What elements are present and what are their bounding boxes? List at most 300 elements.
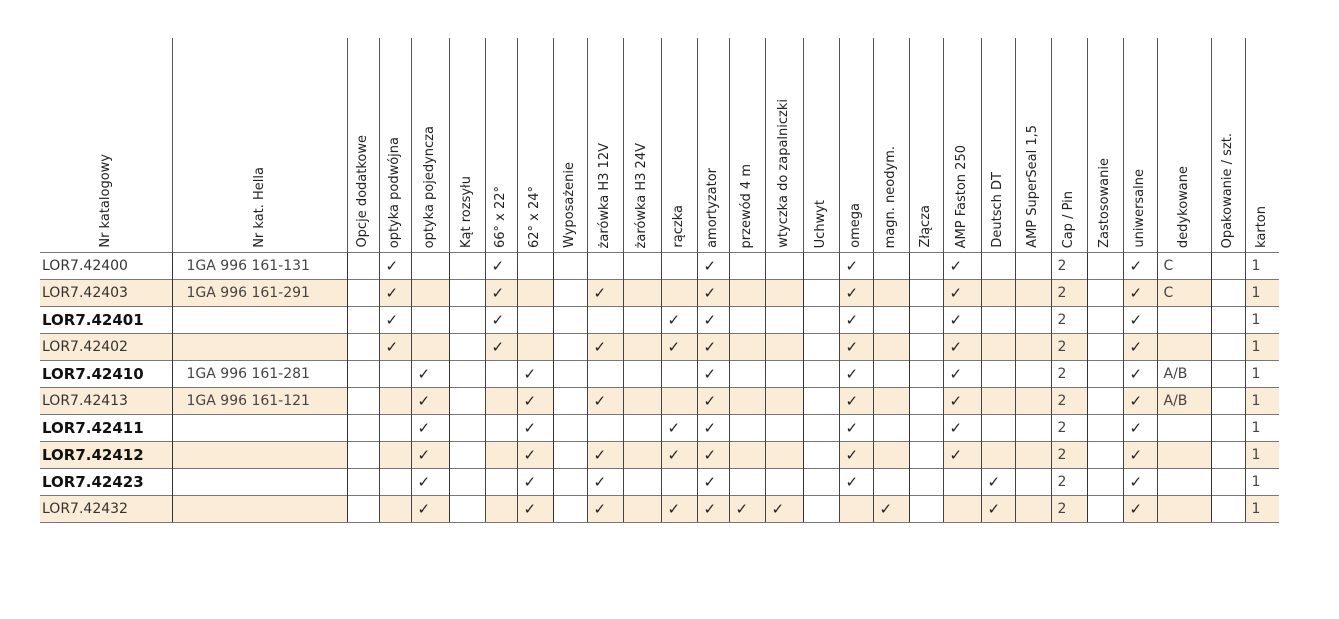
check-mark-icon: ✓: [523, 500, 537, 518]
check-mark-icon: ✓: [523, 419, 537, 437]
check-mark-icon: ✓: [1129, 392, 1143, 410]
check-mark-icon: ✓: [703, 446, 717, 464]
check-mark-icon: ✓: [417, 365, 431, 383]
value-cell: [1157, 496, 1211, 523]
value-cell: [1015, 334, 1051, 361]
section-spacer-cell: [909, 253, 943, 280]
value-cell: [1051, 469, 1087, 496]
value-cell: [729, 334, 765, 361]
value-cell: [411, 442, 449, 469]
table-row: [40, 334, 1279, 361]
value-cell: [1157, 334, 1211, 361]
value-cell: [1015, 307, 1051, 334]
value-cell: [1245, 388, 1279, 415]
value-cell: [587, 415, 623, 442]
check-mark-icon: ✓: [1129, 500, 1143, 518]
cell-text: 1: [1251, 312, 1261, 328]
column-header-label: Opcje dodatkowe: [355, 135, 370, 248]
value-cell: [981, 280, 1015, 307]
value-cell: [485, 307, 517, 334]
value-cell: [1157, 361, 1211, 388]
section-spacer-cell: [449, 253, 485, 280]
value-cell: [661, 307, 697, 334]
check-mark-icon: ✓: [987, 473, 1001, 491]
section-spacer-cell: [449, 415, 485, 442]
value-cell: [981, 307, 1015, 334]
check-mark-icon: ✓: [667, 419, 681, 437]
section-spacer-cell: [1087, 280, 1123, 307]
check-mark-icon: ✓: [417, 392, 431, 410]
section-spacer-cell: [909, 415, 943, 442]
value-cell: [1051, 307, 1087, 334]
column-header-label: omega: [848, 203, 863, 248]
value-cell: [765, 415, 803, 442]
check-mark-icon: ✓: [417, 500, 431, 518]
hella-number-cell: [172, 496, 347, 523]
section-spacer-cell: [449, 469, 485, 496]
value-cell: [981, 334, 1015, 361]
check-mark-icon: ✓: [703, 500, 717, 518]
column-header-label: Opakowanie / szt.: [1220, 132, 1235, 248]
check-mark-icon: ✓: [667, 311, 681, 329]
check-mark-icon: ✓: [667, 338, 681, 356]
value-cell: [661, 496, 697, 523]
value-cell: [1157, 388, 1211, 415]
section-spacer-cell: [553, 334, 587, 361]
section-spacer-cell: [449, 307, 485, 334]
value-cell: [1123, 442, 1157, 469]
section-spacer-cell: [909, 469, 943, 496]
value-cell: [943, 334, 981, 361]
value-cell: [943, 388, 981, 415]
check-mark-icon: ✓: [1129, 338, 1143, 356]
column-header: [765, 38, 803, 253]
check-mark-icon: ✓: [735, 500, 749, 518]
check-mark-icon: ✓: [949, 365, 963, 383]
hella-number-cell: [172, 442, 347, 469]
value-cell: [587, 334, 623, 361]
table-row: [40, 469, 1279, 496]
value-cell: [661, 388, 697, 415]
section-spacer-cell: [347, 469, 379, 496]
cell-text: 2: [1057, 312, 1067, 328]
value-cell: [379, 361, 411, 388]
value-cell: [839, 280, 873, 307]
catalog-number-cell: LOR7.42413: [40, 388, 172, 415]
cell-text: 2: [1057, 501, 1067, 517]
value-cell: [379, 496, 411, 523]
catalog-number-cell: LOR7.42423: [40, 469, 172, 496]
cell-text: 1: [1251, 447, 1261, 463]
section-spacer-cell: [449, 280, 485, 307]
section-spacer-cell: [449, 361, 485, 388]
value-cell: [729, 361, 765, 388]
column-header-label: wtyczka do zapalniczki: [776, 99, 791, 248]
value-cell: [873, 307, 909, 334]
column-header: [1123, 38, 1157, 253]
value-cell: [661, 253, 697, 280]
cell-text: 2: [1057, 339, 1067, 355]
column-header: [172, 38, 347, 253]
catalog-number-cell: LOR7.42403: [40, 280, 172, 307]
check-mark-icon: ✓: [667, 500, 681, 518]
value-cell: [1157, 280, 1211, 307]
section-spacer-cell: [1087, 469, 1123, 496]
value-cell: [943, 253, 981, 280]
value-cell: [379, 253, 411, 280]
section-spacer-cell: [449, 496, 485, 523]
value-cell: [1051, 442, 1087, 469]
hella-number-cell: [172, 361, 347, 388]
value-cell: [517, 496, 553, 523]
section-spacer-cell: [553, 388, 587, 415]
value-cell: [1157, 442, 1211, 469]
check-mark-icon: ✓: [1129, 473, 1143, 491]
check-mark-icon: ✓: [845, 446, 859, 464]
column-header: [873, 38, 909, 253]
value-cell: [411, 280, 449, 307]
catalog-number-cell: LOR7.42410: [40, 361, 172, 388]
section-spacer-cell: [1211, 442, 1245, 469]
value-cell: [981, 469, 1015, 496]
section-spacer-cell: [1211, 388, 1245, 415]
section-spacer-cell: [803, 442, 839, 469]
value-cell: [765, 280, 803, 307]
column-header: [803, 38, 839, 253]
column-header: [347, 38, 379, 253]
column-header-label: rączka: [671, 205, 686, 248]
value-cell: [379, 469, 411, 496]
check-mark-icon: ✓: [593, 446, 607, 464]
value-cell: [1123, 361, 1157, 388]
value-cell: [485, 415, 517, 442]
section-spacer-cell: [347, 388, 379, 415]
value-cell: [729, 307, 765, 334]
value-cell: [1245, 469, 1279, 496]
section-spacer-cell: [803, 307, 839, 334]
column-header-label: Kąt rozsyłu: [459, 176, 474, 248]
section-spacer-cell: [909, 307, 943, 334]
table-row: [40, 496, 1279, 523]
section-spacer-cell: [1211, 415, 1245, 442]
check-mark-icon: ✓: [523, 446, 537, 464]
column-header-label: magn. neodym.: [883, 145, 898, 248]
value-cell: [661, 334, 697, 361]
value-cell: [839, 307, 873, 334]
value-cell: [485, 334, 517, 361]
value-cell: [981, 415, 1015, 442]
column-header: [697, 38, 729, 253]
hella-number-cell: [172, 469, 347, 496]
section-spacer-cell: [803, 415, 839, 442]
section-spacer-cell: [1087, 442, 1123, 469]
cell-text: C: [1163, 285, 1174, 301]
check-mark-icon: ✓: [703, 473, 717, 491]
value-cell: [411, 334, 449, 361]
column-header: [379, 38, 411, 253]
check-mark-icon: ✓: [703, 284, 717, 302]
value-cell: [765, 469, 803, 496]
check-mark-icon: ✓: [949, 284, 963, 302]
hella-number-cell: [172, 307, 347, 334]
table-row: [40, 253, 1279, 280]
value-cell: [697, 280, 729, 307]
value-cell: [1123, 253, 1157, 280]
column-header-label: Cap / Pin: [1061, 190, 1076, 248]
column-header-label: żarówka H3 12V: [597, 142, 612, 248]
value-cell: [411, 496, 449, 523]
value-cell: [697, 307, 729, 334]
value-cell: [411, 388, 449, 415]
catalog-number-cell: LOR7.42412: [40, 442, 172, 469]
cell-text: 1: [1251, 474, 1261, 490]
value-cell: [697, 442, 729, 469]
value-cell: [943, 307, 981, 334]
value-cell: [697, 334, 729, 361]
section-spacer-cell: [803, 388, 839, 415]
column-header-label: amortyzator: [705, 168, 720, 248]
value-cell: [839, 388, 873, 415]
value-cell: [765, 388, 803, 415]
value-cell: [411, 253, 449, 280]
check-mark-icon: ✓: [593, 392, 607, 410]
table-row: [40, 388, 1279, 415]
table-row: [40, 442, 1279, 469]
value-cell: [981, 442, 1015, 469]
section-spacer-cell: [909, 334, 943, 361]
value-cell: [873, 253, 909, 280]
value-cell: [1051, 388, 1087, 415]
column-header: [1087, 38, 1123, 253]
value-cell: [839, 469, 873, 496]
section-spacer-cell: [1087, 388, 1123, 415]
section-spacer-cell: [1087, 496, 1123, 523]
value-cell: [697, 253, 729, 280]
value-cell: [765, 253, 803, 280]
section-spacer-cell: [909, 280, 943, 307]
check-mark-icon: ✓: [417, 473, 431, 491]
check-mark-icon: ✓: [593, 473, 607, 491]
value-cell: [981, 388, 1015, 415]
value-cell: [873, 442, 909, 469]
cell-text: 2: [1057, 474, 1067, 490]
section-spacer-cell: [1211, 253, 1245, 280]
value-cell: [873, 388, 909, 415]
value-cell: [1015, 361, 1051, 388]
value-cell: [873, 280, 909, 307]
value-cell: [1051, 334, 1087, 361]
section-spacer-cell: [1087, 334, 1123, 361]
section-spacer-cell: [449, 388, 485, 415]
value-cell: [379, 334, 411, 361]
check-mark-icon: ✓: [667, 446, 681, 464]
value-cell: [623, 307, 661, 334]
cell-text: 1GA 996 161-291: [186, 285, 310, 301]
value-cell: [517, 442, 553, 469]
check-mark-icon: ✓: [703, 311, 717, 329]
check-mark-icon: ✓: [949, 338, 963, 356]
column-header-label: przewód 4 m: [739, 163, 754, 248]
value-cell: [839, 442, 873, 469]
value-cell: [587, 307, 623, 334]
table-row: [40, 361, 1279, 388]
column-header-label: 66° x 22°: [493, 185, 508, 248]
section-spacer-cell: [553, 253, 587, 280]
value-cell: [1015, 415, 1051, 442]
hella-number-cell: [172, 280, 347, 307]
catalog-number-cell: LOR7.42401: [40, 307, 172, 334]
cell-text: 1GA 996 161-121: [186, 393, 310, 409]
catalog-number-cell: LOR7.42411: [40, 415, 172, 442]
value-cell: [729, 388, 765, 415]
value-cell: [1123, 388, 1157, 415]
column-header: [729, 38, 765, 253]
value-cell: [1123, 469, 1157, 496]
column-header: [553, 38, 587, 253]
catalog-number-cell: LOR7.42402: [40, 334, 172, 361]
value-cell: [661, 361, 697, 388]
cell-text: 1: [1251, 501, 1261, 517]
check-mark-icon: ✓: [523, 473, 537, 491]
value-cell: [623, 469, 661, 496]
value-cell: [661, 469, 697, 496]
hella-number-cell: [172, 388, 347, 415]
hella-number-cell: [172, 415, 347, 442]
value-cell: [411, 361, 449, 388]
check-mark-icon: ✓: [1129, 446, 1143, 464]
section-spacer-cell: [347, 334, 379, 361]
value-cell: [765, 361, 803, 388]
value-cell: [839, 496, 873, 523]
cell-text: 1: [1251, 420, 1261, 436]
check-mark-icon: ✓: [703, 257, 717, 275]
section-spacer-cell: [553, 280, 587, 307]
value-cell: [729, 415, 765, 442]
column-header-label: Uchwyt: [813, 199, 828, 248]
check-mark-icon: ✓: [1129, 419, 1143, 437]
section-spacer-cell: [1087, 415, 1123, 442]
column-header: [40, 38, 172, 253]
check-mark-icon: ✓: [491, 311, 505, 329]
value-cell: [623, 334, 661, 361]
value-cell: [1123, 415, 1157, 442]
value-cell: [517, 334, 553, 361]
value-cell: [943, 280, 981, 307]
value-cell: [623, 442, 661, 469]
column-header-label: uniwersalne: [1132, 169, 1147, 248]
section-spacer-cell: [909, 496, 943, 523]
cell-text: 2: [1057, 285, 1067, 301]
cell-text: 1GA 996 161-281: [186, 366, 310, 382]
value-cell: [1245, 361, 1279, 388]
value-cell: [485, 280, 517, 307]
value-cell: [379, 415, 411, 442]
section-spacer-cell: [553, 361, 587, 388]
check-mark-icon: ✓: [523, 365, 537, 383]
value-cell: [873, 334, 909, 361]
check-mark-icon: ✓: [385, 257, 399, 275]
value-cell: [517, 253, 553, 280]
check-mark-icon: ✓: [417, 419, 431, 437]
value-cell: [1157, 253, 1211, 280]
column-header: [981, 38, 1015, 253]
value-cell: [765, 496, 803, 523]
value-cell: [1245, 442, 1279, 469]
section-spacer-cell: [1211, 469, 1245, 496]
header-row: [40, 38, 1279, 253]
section-spacer-cell: [347, 415, 379, 442]
section-spacer-cell: [1211, 496, 1245, 523]
value-cell: [587, 253, 623, 280]
section-spacer-cell: [803, 496, 839, 523]
value-cell: [729, 442, 765, 469]
catalog-number-cell: LOR7.42400: [40, 253, 172, 280]
check-mark-icon: ✓: [1129, 284, 1143, 302]
check-mark-icon: ✓: [703, 365, 717, 383]
value-cell: [1245, 253, 1279, 280]
value-cell: [943, 442, 981, 469]
value-cell: [839, 361, 873, 388]
value-cell: [623, 388, 661, 415]
section-spacer-cell: [909, 388, 943, 415]
value-cell: [1157, 307, 1211, 334]
section-spacer-cell: [1087, 361, 1123, 388]
section-spacer-cell: [553, 496, 587, 523]
check-mark-icon: ✓: [703, 338, 717, 356]
value-cell: [943, 469, 981, 496]
value-cell: [517, 388, 553, 415]
section-spacer-cell: [449, 334, 485, 361]
check-mark-icon: ✓: [949, 419, 963, 437]
column-header: [661, 38, 697, 253]
section-spacer-cell: [553, 307, 587, 334]
check-mark-icon: ✓: [987, 500, 1001, 518]
table-row: [40, 280, 1279, 307]
value-cell: [587, 388, 623, 415]
check-mark-icon: ✓: [845, 419, 859, 437]
check-mark-icon: ✓: [491, 338, 505, 356]
section-spacer-cell: [1211, 307, 1245, 334]
value-cell: [623, 415, 661, 442]
value-cell: [765, 334, 803, 361]
column-header: [909, 38, 943, 253]
check-mark-icon: ✓: [845, 473, 859, 491]
column-header-label: Nr katalogowy: [97, 154, 113, 248]
check-mark-icon: ✓: [703, 392, 717, 410]
check-mark-icon: ✓: [845, 311, 859, 329]
value-cell: [873, 361, 909, 388]
cell-text: 1: [1251, 339, 1261, 355]
section-spacer-cell: [347, 361, 379, 388]
value-cell: [1245, 415, 1279, 442]
check-mark-icon: ✓: [385, 284, 399, 302]
check-mark-icon: ✓: [593, 338, 607, 356]
column-header-label: żarówka H3 24V: [634, 142, 649, 248]
value-cell: [587, 442, 623, 469]
value-cell: [729, 253, 765, 280]
value-cell: [873, 415, 909, 442]
cell-text: 2: [1057, 258, 1067, 274]
table-row: [40, 415, 1279, 442]
cell-text: A/B: [1163, 393, 1188, 409]
value-cell: [1051, 496, 1087, 523]
column-header: [1245, 38, 1279, 253]
check-mark-icon: ✓: [703, 419, 717, 437]
check-mark-icon: ✓: [845, 392, 859, 410]
value-cell: [485, 442, 517, 469]
check-mark-icon: ✓: [417, 446, 431, 464]
value-cell: [729, 469, 765, 496]
